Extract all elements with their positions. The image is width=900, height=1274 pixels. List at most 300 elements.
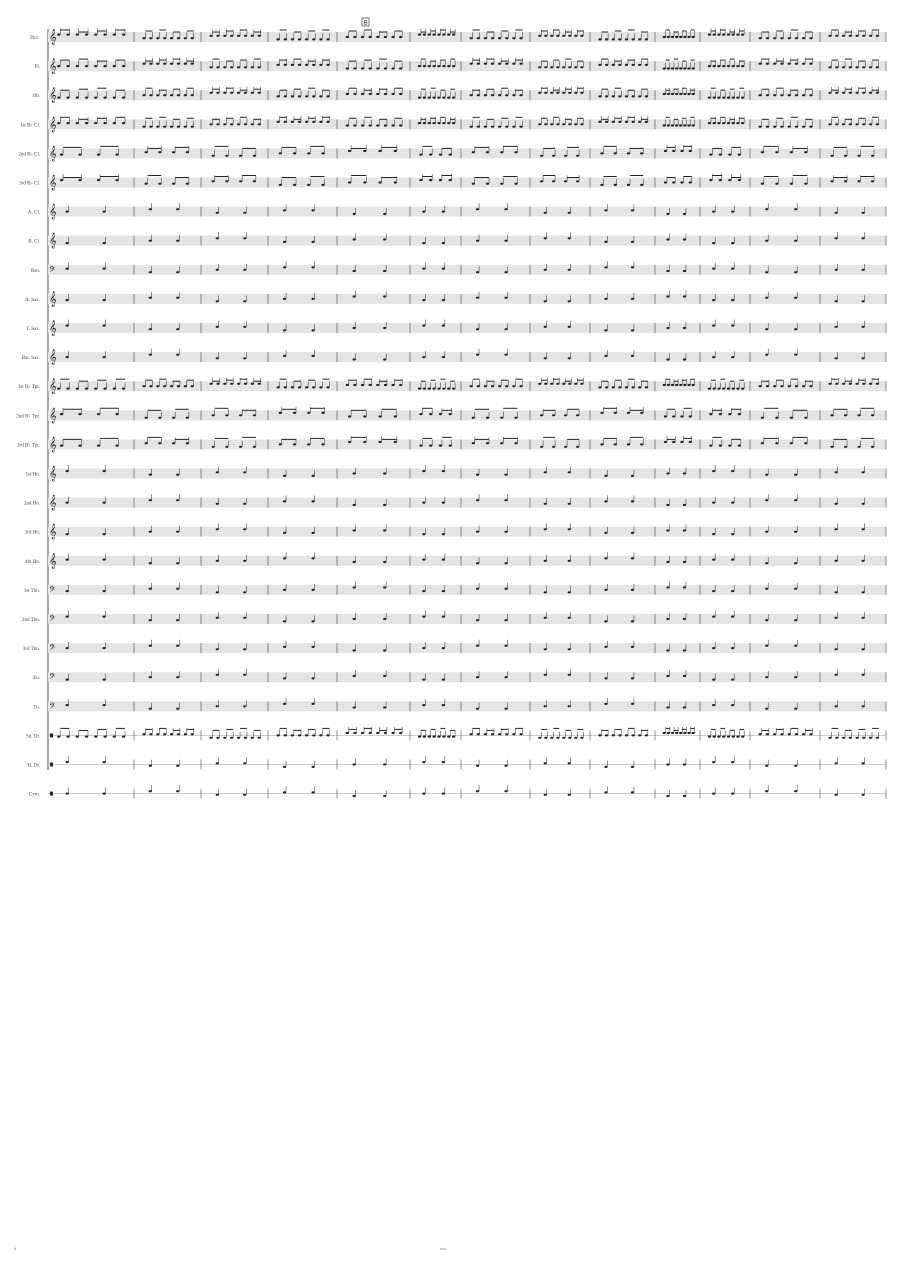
note-head (253, 155, 256, 157)
note-head (384, 36, 387, 38)
note-head (627, 443, 630, 445)
note-head (544, 383, 547, 385)
note-head (794, 531, 797, 533)
note-head (732, 122, 735, 124)
note-head (736, 97, 739, 99)
note-head (477, 37, 480, 39)
note-head (476, 499, 479, 501)
note-head (384, 732, 387, 734)
note-head (452, 736, 455, 738)
note-head (361, 124, 364, 126)
staff-ob (33, 87, 886, 103)
note-head (544, 92, 547, 94)
note-head (550, 123, 553, 125)
note-head (709, 445, 712, 447)
note-head (780, 63, 783, 65)
note-head (802, 126, 805, 128)
staff-hn4 (25, 552, 886, 568)
note-head (562, 92, 565, 94)
staff-label: 1st Tbn. (23, 588, 40, 594)
note-head (638, 121, 641, 123)
staff-label: Eu. (33, 676, 40, 682)
note-head (728, 445, 731, 447)
note-head (765, 474, 768, 476)
note-head (604, 703, 607, 705)
perc-clef-icon (50, 792, 53, 796)
note-head (311, 766, 314, 768)
note-head (145, 417, 148, 419)
note-head (442, 268, 445, 270)
note-head (519, 126, 522, 128)
note-head (773, 385, 776, 387)
note-head (103, 533, 106, 535)
note-head (862, 92, 865, 94)
note-head (486, 417, 489, 419)
note-head (645, 386, 648, 388)
note-head (103, 736, 106, 738)
note-head (243, 237, 246, 239)
note-head (258, 737, 261, 739)
note-head (842, 737, 845, 739)
note-head (538, 66, 541, 68)
note-head (113, 97, 116, 99)
note-head (103, 388, 106, 390)
note-head (562, 66, 565, 68)
note-head (353, 213, 356, 215)
note-head (666, 795, 669, 797)
note-head (383, 270, 386, 272)
note-head (689, 181, 692, 183)
note-head (576, 155, 579, 157)
note-head (544, 212, 547, 214)
note-head (423, 122, 426, 124)
note-head (243, 269, 246, 271)
note-head (675, 384, 678, 386)
note-head (78, 179, 81, 181)
note-head (672, 441, 675, 443)
note-head (835, 35, 838, 37)
note-head (142, 63, 145, 65)
note-head (631, 589, 634, 591)
note-head (422, 704, 425, 706)
note-head (780, 126, 783, 128)
note-head (842, 92, 845, 94)
note-head (472, 183, 475, 185)
note-head (384, 124, 387, 126)
note-head (765, 499, 768, 501)
note-head (869, 737, 872, 739)
treble-clef-icon: 𝄞 (49, 437, 57, 453)
note-head (835, 237, 838, 239)
note-head (76, 97, 79, 99)
staff-label: 2nd B♭ Tpt. (16, 414, 40, 420)
note-head (598, 734, 601, 736)
note-head (223, 92, 226, 94)
note-head (564, 414, 567, 416)
note-head (618, 64, 621, 66)
note-head (216, 560, 219, 562)
note-head (383, 706, 386, 708)
treble-clef-icon: 𝄞 (49, 495, 57, 511)
note-head (149, 474, 152, 476)
note-head (369, 732, 372, 734)
note-head (429, 413, 432, 415)
note-head (383, 529, 386, 531)
note-head (209, 737, 212, 739)
note-head (149, 297, 152, 299)
note-head (353, 93, 356, 95)
note-head (765, 531, 768, 533)
note-head (605, 121, 608, 123)
note-head (498, 37, 501, 39)
note-head (186, 417, 189, 419)
note-head (568, 269, 571, 271)
note-head (809, 63, 812, 65)
note-head (429, 445, 432, 447)
note-head (311, 532, 314, 534)
note-head (284, 121, 287, 123)
note-head (712, 793, 715, 795)
note-head (580, 737, 583, 739)
note-head (470, 733, 473, 735)
note-head (476, 676, 479, 678)
note-head (291, 386, 294, 388)
note-head (687, 67, 690, 69)
note-head (849, 66, 852, 68)
note-head (568, 762, 571, 764)
staff-tbn3 (23, 640, 886, 655)
note-head (476, 474, 479, 476)
note-head (765, 271, 768, 273)
note-head (512, 63, 515, 65)
note-head (78, 413, 81, 415)
note-head (251, 737, 254, 739)
note-head (736, 388, 739, 390)
note-head (842, 383, 845, 385)
note-head (855, 35, 858, 37)
note-head (795, 94, 798, 96)
note-head (176, 790, 179, 792)
note-head (871, 180, 874, 182)
note-head (775, 183, 778, 185)
note-head (177, 126, 180, 128)
note-head (666, 763, 669, 765)
note-head (353, 358, 356, 360)
note-head (514, 417, 517, 419)
note-head (679, 124, 682, 126)
note-head (346, 384, 349, 386)
note-head (664, 415, 667, 417)
note-head (216, 503, 219, 505)
note-head (176, 562, 179, 564)
note-head (452, 65, 455, 67)
note-head (476, 297, 479, 299)
note-head (170, 126, 173, 128)
note-head (145, 151, 148, 153)
note-head (631, 791, 634, 793)
note-head (871, 446, 874, 448)
note-head (794, 790, 797, 792)
note-head (773, 63, 776, 65)
note-head (418, 122, 421, 124)
note-head (251, 92, 254, 94)
note-head (158, 183, 161, 185)
note-head (618, 38, 621, 40)
note-head (383, 561, 386, 563)
note-head (149, 765, 152, 767)
note-head (230, 383, 233, 385)
note-head (794, 297, 797, 299)
note-head (544, 617, 547, 619)
note-head (794, 354, 797, 356)
note-head (225, 414, 228, 416)
note-head (376, 124, 379, 126)
note-head (666, 561, 669, 563)
staff-bsax (22, 349, 886, 365)
note-head (283, 500, 286, 502)
note-head (614, 184, 617, 186)
note-head (113, 736, 116, 738)
note-head (732, 736, 735, 738)
note-head (731, 242, 734, 244)
note-head (631, 557, 634, 559)
note-head (759, 126, 762, 128)
note-head (722, 388, 725, 390)
note-head (675, 732, 678, 734)
note-head (712, 590, 715, 592)
note-head (484, 385, 487, 387)
note-head (103, 299, 106, 301)
note-head (177, 733, 180, 735)
note-head (472, 151, 475, 153)
note-head (384, 93, 387, 95)
note-head (844, 446, 847, 448)
note-head (170, 63, 173, 65)
note-head (476, 240, 479, 242)
note-head (802, 94, 805, 96)
staff-label: Bsn. (30, 268, 40, 274)
treble-clef-icon: 𝄞 (49, 117, 57, 133)
note-head (828, 66, 831, 68)
note-head (862, 326, 865, 328)
note-head (244, 92, 247, 94)
note-head (835, 560, 838, 562)
note-head (383, 213, 386, 215)
note-head (258, 383, 261, 385)
note-head (631, 355, 634, 357)
note-head (604, 646, 607, 648)
note-head (687, 384, 690, 386)
note-head (452, 97, 455, 99)
note-head (156, 733, 159, 735)
note-head (862, 357, 865, 359)
note-head (830, 414, 833, 416)
note-head (97, 154, 100, 156)
note-head (361, 93, 364, 95)
note-head (504, 499, 507, 501)
note-head (216, 237, 219, 239)
note-head (383, 586, 386, 588)
note-head (437, 122, 440, 124)
note-head (568, 326, 571, 328)
note-head (418, 65, 421, 67)
note-head (722, 736, 725, 738)
treble-clef-icon: 𝄞 (49, 175, 57, 191)
note-head (353, 238, 356, 240)
note-head (614, 412, 617, 414)
treble-clef-icon: 𝄞 (49, 524, 57, 540)
note-head (731, 590, 734, 592)
note-head (279, 412, 282, 414)
note-head (437, 736, 440, 738)
note-head (311, 557, 314, 559)
note-head (346, 67, 349, 69)
note-head (353, 586, 356, 588)
note-head (732, 388, 735, 390)
note-head (802, 63, 805, 65)
staff-cym (29, 785, 886, 798)
note-head (568, 503, 571, 505)
note-head (794, 619, 797, 621)
note-head (576, 180, 579, 182)
note-head (862, 503, 865, 505)
note-head (849, 123, 852, 125)
note-head (113, 65, 116, 67)
note-head (239, 414, 242, 416)
note-head (476, 619, 479, 621)
note-head (418, 97, 421, 99)
note-head (283, 703, 286, 705)
note-head (794, 645, 797, 647)
note-head (258, 123, 261, 125)
note-head (562, 123, 565, 125)
note-head (666, 358, 669, 360)
note-head (842, 66, 845, 68)
note-head (788, 733, 791, 735)
note-head (298, 38, 301, 40)
note-head (672, 181, 675, 183)
note-head (712, 616, 715, 618)
note-head (504, 676, 507, 678)
note-head (149, 499, 152, 501)
note-head (291, 121, 294, 123)
note-head (862, 674, 865, 676)
note-head (717, 736, 720, 738)
note-head (491, 94, 494, 96)
note-head (163, 733, 166, 735)
note-head (775, 442, 778, 444)
note-head (378, 150, 381, 152)
note-head (692, 67, 695, 69)
note-head (862, 737, 865, 739)
note-head (476, 765, 479, 767)
note-head (550, 35, 553, 37)
note-head (667, 384, 670, 386)
note-head (225, 446, 228, 448)
note-head (477, 385, 480, 387)
note-head (568, 794, 571, 796)
note-head (795, 385, 798, 387)
note-head (66, 761, 69, 763)
note-head (598, 38, 601, 40)
note-head (216, 528, 219, 530)
note-head (66, 356, 69, 358)
note-head (728, 154, 731, 156)
note-head (176, 676, 179, 678)
note-head (731, 761, 734, 763)
note-head (452, 122, 455, 124)
note-head (243, 471, 246, 473)
note-head (612, 734, 615, 736)
note-head (103, 211, 106, 213)
note-head (103, 647, 106, 649)
note-head (514, 151, 517, 153)
note-head (156, 63, 159, 65)
staff-label: 1st Hn. (25, 472, 40, 478)
note-head (795, 733, 798, 735)
note-head (491, 37, 494, 39)
note-head (795, 63, 798, 65)
note-head (538, 123, 541, 125)
note-head (544, 326, 547, 328)
note-head (687, 124, 690, 126)
note-head (176, 271, 179, 273)
note-head (346, 732, 349, 734)
note-head (484, 733, 487, 735)
note-head (391, 124, 394, 126)
note-head (422, 325, 425, 327)
note-head (363, 150, 366, 152)
note-head (835, 471, 838, 473)
note-head (835, 66, 838, 68)
note-head (223, 737, 226, 739)
note-head (512, 94, 515, 96)
note-head (765, 619, 768, 621)
note-head (505, 37, 508, 39)
bass-clef-icon: 𝄢 (49, 644, 56, 656)
note-head (186, 183, 189, 185)
note-head (176, 354, 179, 356)
note-head (97, 413, 100, 415)
note-head (857, 446, 860, 448)
note-head (618, 734, 621, 736)
note-head (844, 155, 847, 157)
note-head (631, 532, 634, 534)
staff-euph (33, 669, 886, 684)
note-head (293, 443, 296, 445)
note-head (253, 414, 256, 416)
note-head (692, 732, 695, 734)
staff-bsn (31, 261, 886, 276)
note-head (423, 34, 426, 36)
note-head (666, 586, 669, 588)
note-head (113, 388, 116, 390)
note-head (640, 152, 643, 154)
note-head (731, 356, 734, 358)
note-head (835, 269, 838, 271)
note-head (85, 736, 88, 738)
note-head (369, 36, 372, 38)
note-head (472, 442, 475, 444)
note-head (230, 737, 233, 739)
rehearsal-mark: B (363, 20, 368, 27)
note-head (422, 242, 425, 244)
note-head (604, 298, 607, 300)
note-head (732, 34, 735, 36)
note-head (765, 562, 768, 564)
note-head (163, 126, 166, 128)
note-head (612, 38, 615, 40)
